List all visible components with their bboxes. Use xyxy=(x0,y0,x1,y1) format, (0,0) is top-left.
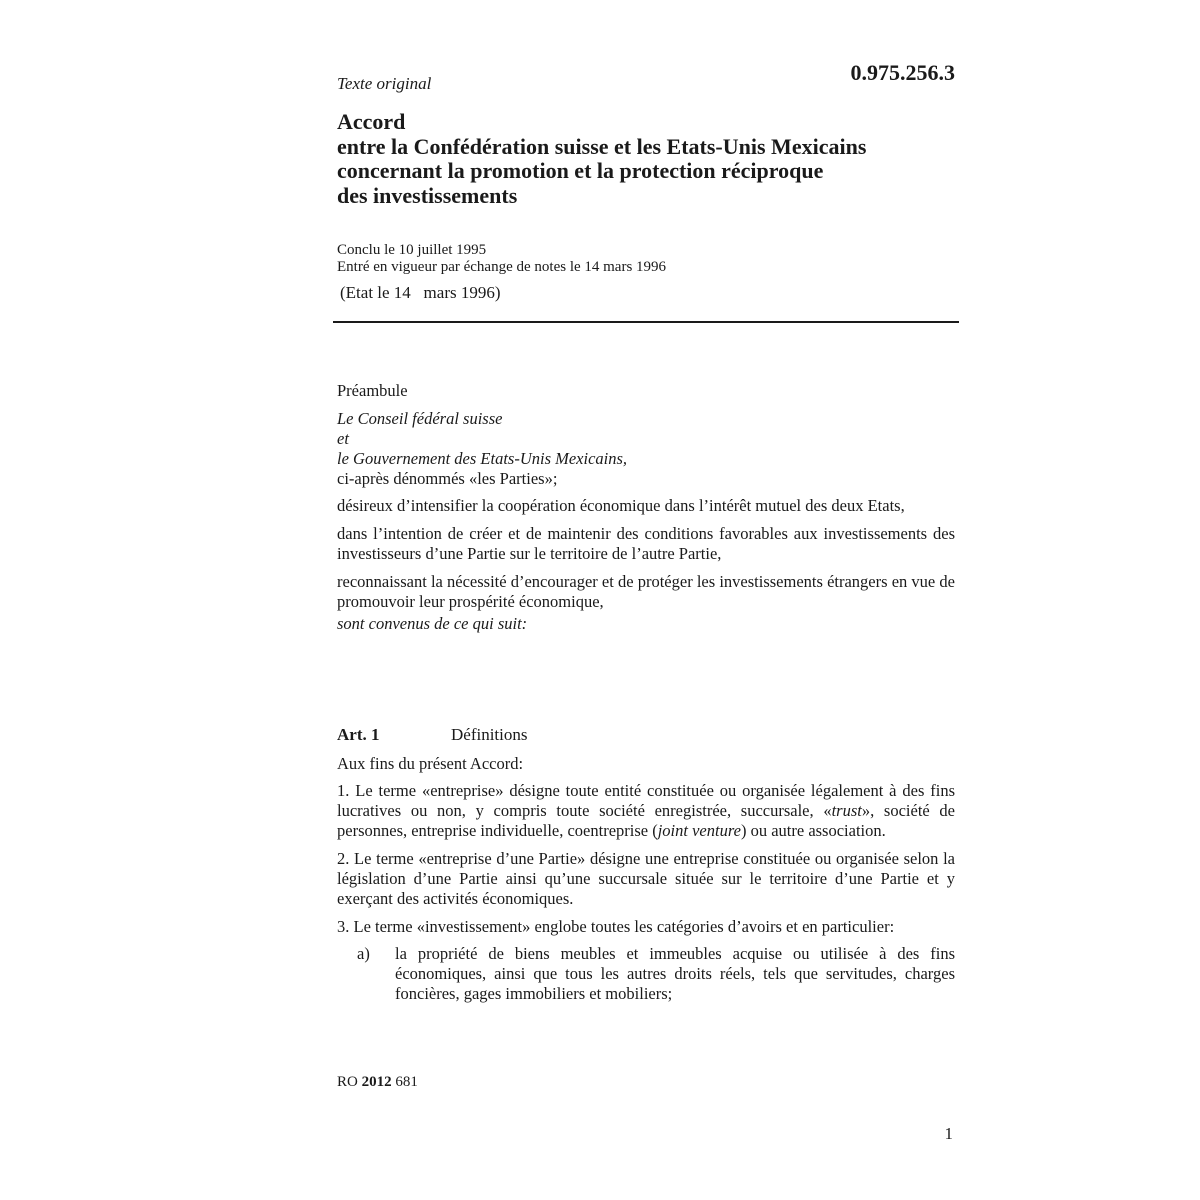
article-1-body xyxy=(337,754,955,1004)
hereafter-clause: ci-après dénommés «les Parties»; xyxy=(337,469,558,488)
text-run: joint venture xyxy=(657,821,741,840)
concluded-date: Conclu le 10 juillet 1995 xyxy=(337,242,487,258)
text-run: ) ou autre association. xyxy=(740,821,886,840)
party-1: Le Conseil fédéral suisse xyxy=(337,409,503,428)
list-item-text: la propriété de biens meubles et immeubles acquise ou utilisée à des fins économiques, ainsi que tous les autres droits réels, tels que servitudes, charges foncières, gages immobiliers et mobiliers; xyxy=(395,944,955,1003)
ro-year: 2012 xyxy=(361,1074,392,1090)
document-title xyxy=(337,110,955,208)
agreed-clause: sont convenus de ce qui suit: xyxy=(337,614,528,633)
article-1-heading xyxy=(337,725,955,745)
preamble-paragraph: reconnaissant la nécessité d’encourager et de protéger les investissements étrangers en vue de promouvoir leur prospérité économique, xyxy=(337,572,955,611)
text-run: trust xyxy=(831,801,862,820)
party-2: le Gouvernement des Etats-Unis Mexicains, xyxy=(337,449,628,468)
document-page xyxy=(337,0,955,1200)
title-line: entre la Confédération suisse et les Etats-Unis Mexicains xyxy=(337,133,867,159)
article-title: Définitions xyxy=(451,725,528,744)
list-item xyxy=(337,944,955,1004)
original-text-label: Texte original xyxy=(337,74,432,93)
article-paragraph-2: 2. Le terme «entreprise d’une Partie» désigne une entreprise constituée ou organisée selon la législation d’une Partie ainsi qu’une succursale située sur le territoire d’une Partie et y exerçant des activités économiques. xyxy=(337,849,955,908)
title-line: Accord xyxy=(337,109,406,134)
in-force-date: Entré en vigueur par échange de notes le 14 mars 1996 xyxy=(337,259,667,275)
header-divider xyxy=(333,321,959,323)
state-date: (Etat le 14 mars 1996) xyxy=(340,283,501,302)
dates-block xyxy=(337,242,666,276)
article-intro: Aux fins du présent Accord: xyxy=(337,754,524,773)
text-run: », société de personnes, entreprise individuelle, coentreprise ( xyxy=(337,801,955,840)
title-line: concernant la promotion et la protection réciproque xyxy=(337,158,824,183)
preamble xyxy=(337,381,955,634)
title-line: des investissements xyxy=(337,182,518,208)
header-row xyxy=(337,60,955,100)
preamble-heading: Préambule xyxy=(337,381,408,400)
preamble-paragraph: désireux d’intensifier la coopération économique dans l’intérêt mutuel des deux Etats, xyxy=(337,496,905,515)
sr-number: 0.975.256.3 xyxy=(850,60,955,85)
article-paragraph-1 xyxy=(337,781,955,841)
text-run: 1. Le terme «entreprise» désigne toute entité constituée ou organisée légalement à des fins lucratives ou non, y compris toute société enregistrée, succursale, « xyxy=(337,781,955,820)
article-number: Art. 1 xyxy=(337,725,380,744)
ro-prefix: RO xyxy=(337,1074,358,1090)
preamble-paragraph: dans l’intention de créer et de maintenir des conditions favorables aux investissements des investisseurs d’une Partie sur le territoire de l’autre Partie, xyxy=(337,524,955,563)
list-marker: a) xyxy=(357,944,370,963)
conjunction: et xyxy=(337,429,349,448)
article-paragraph-3: 3. Le terme «investissement» englobe toutes les catégories d’avoirs et en particulier: xyxy=(337,917,895,936)
ro-page: 681 xyxy=(395,1074,418,1090)
ro-reference xyxy=(337,1074,418,1091)
page-number: 1 xyxy=(944,1124,953,1143)
